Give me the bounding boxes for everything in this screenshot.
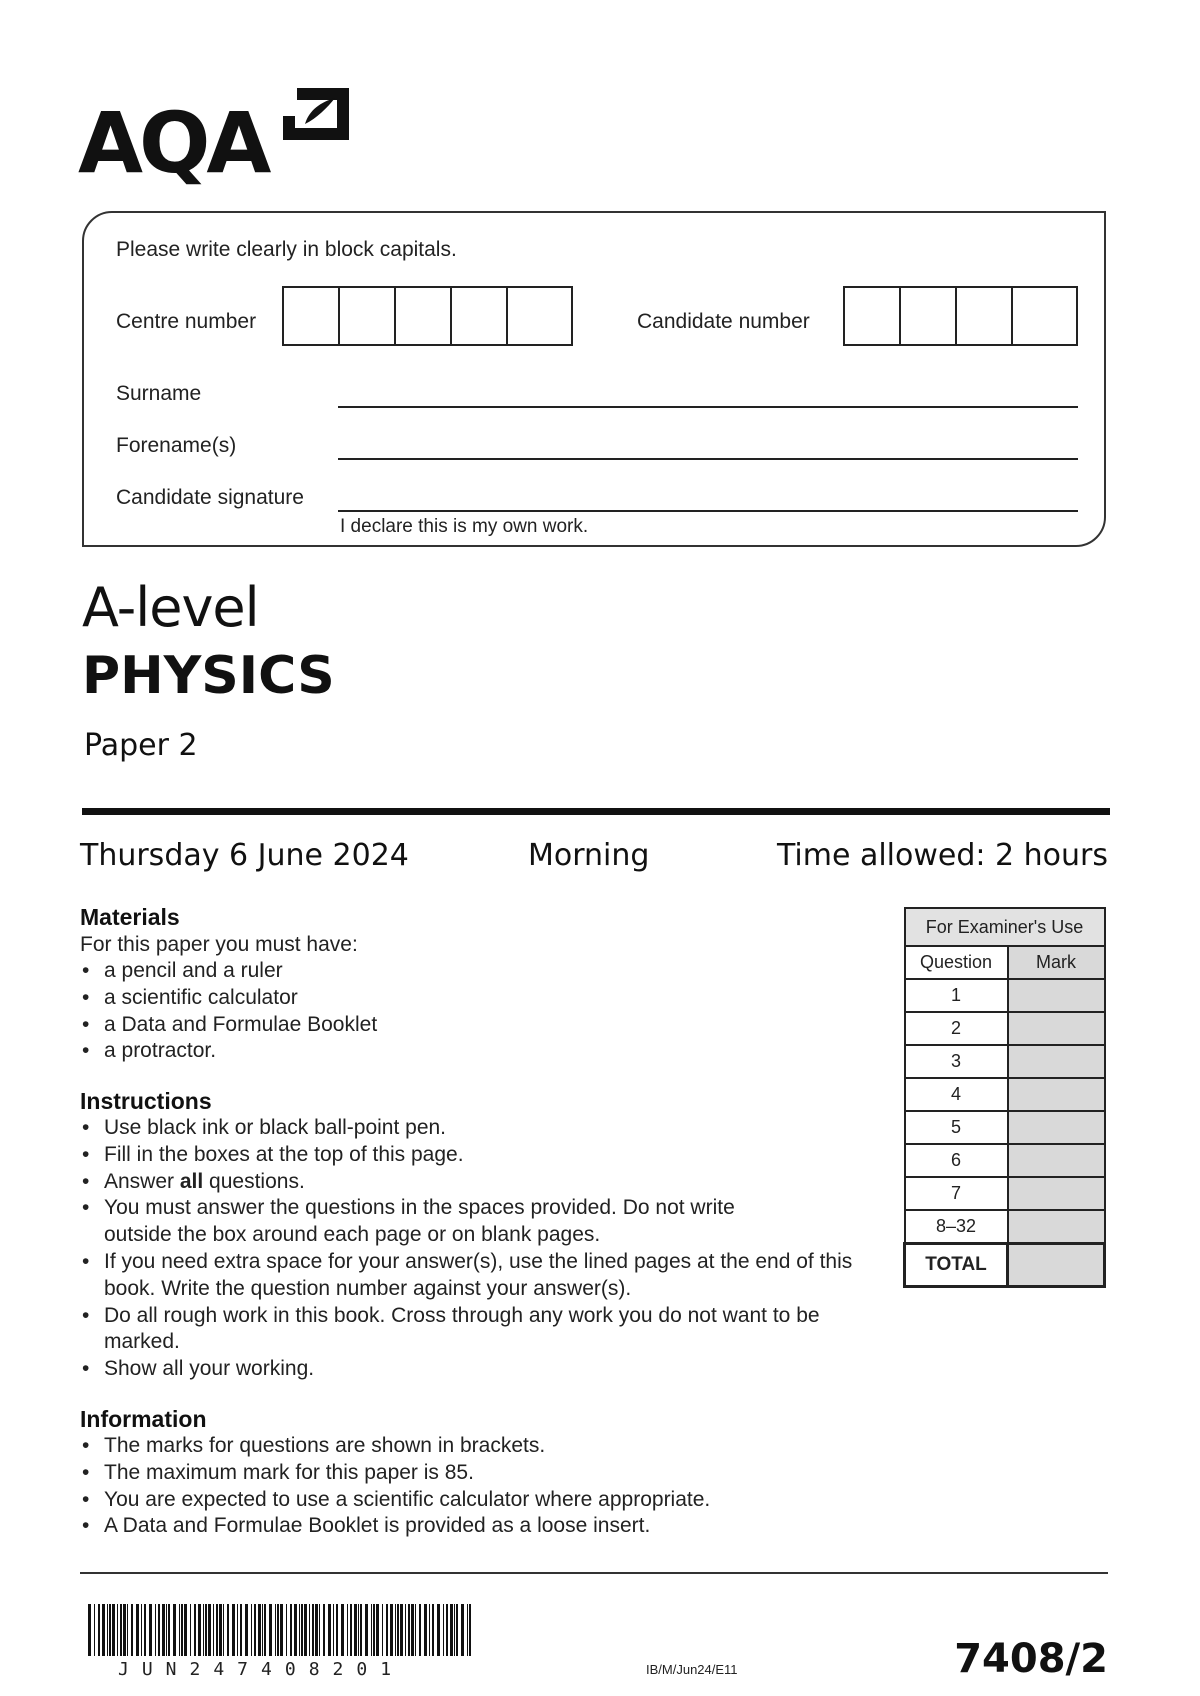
qualification-title: A-level [82,576,259,639]
centre-digit-box[interactable] [340,288,396,344]
signature-label: Candidate signature [116,486,304,509]
candidate-digit-box[interactable] [901,288,957,344]
subject-title: PHYSICS [82,646,335,706]
list-item: • Do all rough work in this book. Cross through any work you do not want to be marked. [80,1303,844,1357]
candidate-digit-box[interactable] [957,288,1013,344]
table-row [905,1144,1105,1177]
information-heading: Information [80,1406,207,1432]
mark-cell[interactable] [1008,979,1105,1012]
table-row [905,1078,1105,1111]
surname-label: Surname [116,382,202,405]
list-item: • a protractor. [80,1038,880,1065]
centre-digit-box[interactable] [396,288,452,344]
list-item: • A Data and Formulae Booklet is provided as a loose insert. [80,1513,900,1540]
question-number: 6 [905,1144,1008,1177]
question-number: 2 [905,1012,1008,1045]
question-column-header: Question [905,946,1008,979]
table-row [905,1111,1105,1144]
mark-cell[interactable] [1008,1210,1105,1244]
barcode-icon [88,1604,474,1656]
aqa-logo-mark-icon [283,88,349,154]
list-item: • Show all your working. [80,1356,870,1383]
forenames-field[interactable] [338,458,1078,460]
candidate-number-label: Candidate number [637,310,810,333]
centre-number-boxes[interactable] [282,286,573,346]
surname-field[interactable] [338,406,1078,408]
total-row [905,1244,1105,1287]
table-row [905,1177,1105,1210]
aqa-logo [78,88,348,192]
mark-cell[interactable] [1008,1012,1105,1045]
mark-cell[interactable] [1008,1177,1105,1210]
instructions-heading: Instructions [80,1088,212,1114]
candidate-digit-box[interactable] [1013,288,1069,344]
information-list [80,1433,900,1540]
list-item: • Fill in the boxes at the top of this page. [80,1142,870,1169]
examiner-table-title: For Examiner's Use [905,908,1105,946]
time-allowed: Time allowed: 2 hours [776,838,1108,873]
mark-cell[interactable] [1008,1078,1105,1111]
materials-heading: Materials [80,904,180,930]
centre-digit-box[interactable] [508,288,564,344]
footer-divider [80,1572,1108,1574]
candidate-digit-box[interactable] [845,288,901,344]
signature-field[interactable] [338,510,1078,512]
total-mark-cell[interactable] [1008,1244,1105,1287]
centre-digit-box[interactable] [452,288,508,344]
paper-title: Paper 2 [84,728,198,763]
question-number: 3 [905,1045,1008,1078]
list-item: • Answer all questions. [80,1169,870,1196]
list-item: • If you need extra space for your answer(s), use the lined pages at the end of this book. Write the question number against your answer(s). [80,1249,884,1303]
list-item: • a Data and Formulae Booklet [80,1012,880,1039]
list-item: • Use black ink or black ball-point pen. [80,1115,870,1142]
question-number: 5 [905,1111,1008,1144]
instructions-section [80,1088,880,1383]
list-item: • The maximum mark for this paper is 85. [80,1460,900,1487]
block-capitals-instruction: Please write clearly in block capitals. [116,238,457,261]
barcode [88,1604,474,1680]
question-number: 4 [905,1078,1008,1111]
materials-section [80,904,880,1065]
exam-date: Thursday 6 June 2024 [80,838,409,873]
declaration-text: I declare this is my own work. [340,516,589,537]
information-section [80,1406,900,1540]
list-item: • You must answer the questions in the spaces provided. Do not write outside the box around each page or on blank pages. [80,1195,804,1249]
table-row [905,1012,1105,1045]
examiner-use-table [903,907,1106,1288]
barcode-digits: JUN247408201 [118,1659,405,1680]
paper-code: 7408/2 [954,1636,1108,1682]
mark-cell[interactable] [1008,1111,1105,1144]
mark-column-header: Mark [1008,946,1105,979]
table-row [905,1045,1105,1078]
forenames-label: Forename(s) [116,434,237,457]
candidate-number-boxes[interactable] [843,286,1078,346]
list-item: • You are expected to use a scientific calculator where appropriate. [80,1487,900,1514]
list-item: • a scientific calculator [80,985,880,1012]
list-item: • a pencil and a ruler [80,958,880,985]
question-number: 1 [905,979,1008,1012]
title-divider [82,808,1110,815]
question-number: 8–32 [905,1210,1008,1244]
table-row [905,979,1105,1012]
instructions-list [80,1115,870,1383]
list-item: • The marks for questions are shown in brackets. [80,1433,900,1460]
centre-digit-box[interactable] [284,288,340,344]
materials-intro: For this paper you must have: [80,933,358,956]
table-row [905,1210,1105,1244]
aqa-logo-text: AQA [78,94,268,192]
question-number: 7 [905,1177,1008,1210]
materials-list [80,958,880,1065]
mark-cell[interactable] [1008,1144,1105,1177]
mark-cell[interactable] [1008,1045,1105,1078]
exam-session: Morning [528,838,650,873]
centre-number-label: Centre number [116,310,257,333]
reference-code: IB/M/Jun24/E11 [646,1662,738,1677]
total-label: TOTAL [905,1244,1008,1287]
